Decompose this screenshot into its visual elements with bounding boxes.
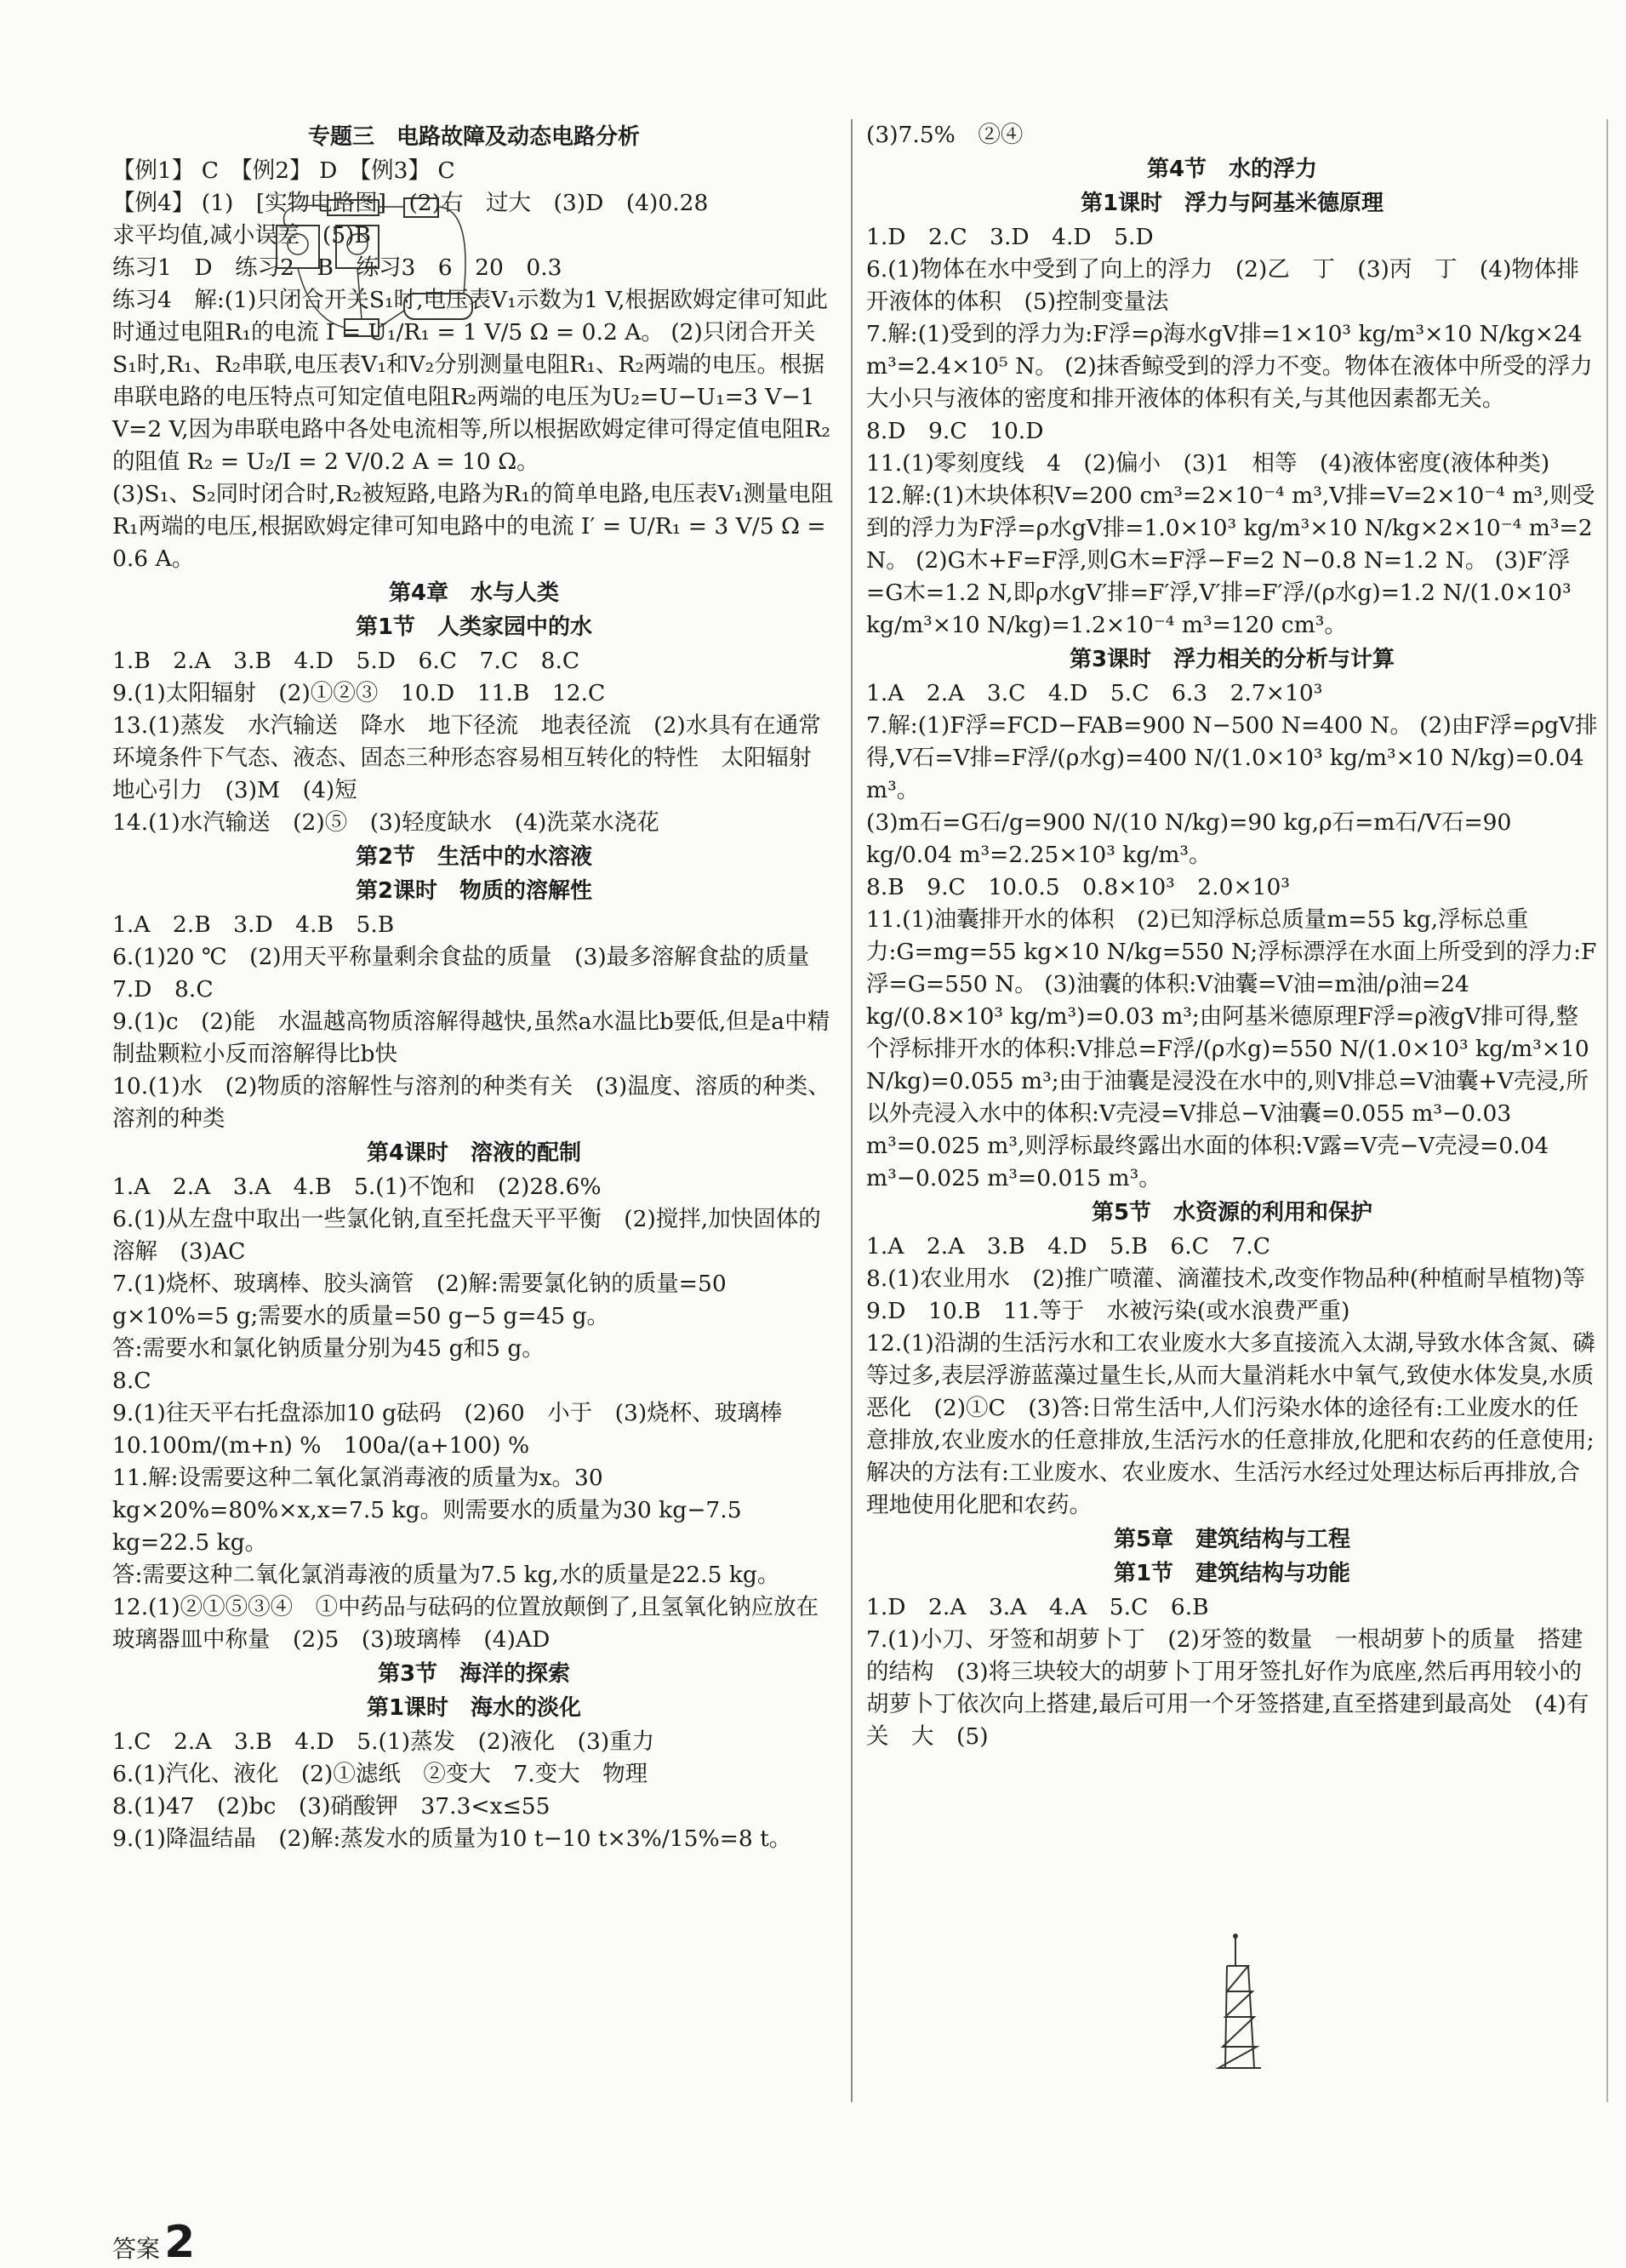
answer-line: 10.(1)水 (2)物质的溶解性与溶剂的种类有关 (3)温度、溶质的种类、溶剂的种类 [112, 1073, 830, 1132]
answer-line: 9.D 10.B 11.等于 水被污染(或水浪费严重) [866, 1298, 1350, 1324]
page-footer [112, 2217, 195, 2268]
answer-line: 9.(1)降温结晶 (2)解:蒸发水的质量为10 t−10 t×3%/15%=8 t。 [112, 1825, 792, 1852]
answer-line: 8.(1)47 (2)bc (3)硝酸钾 37.3<x≤55 [112, 1793, 551, 1820]
answer-line: 7.(1)小刀、牙签和胡萝卜丁 (2)牙签的数量 一根胡萝卜的质量 搭建的结构 (3)将三块较大的胡萝卜丁用牙签扎好作为底座,然后再用较小的胡萝卜丁依次向上搭建,最后可用一个牙签搭建,直至搭建到最高处 (4)有关 大 (5) [866, 1626, 1589, 1750]
section-heading: 第5节 水资源的利用和保护 [1091, 1200, 1373, 1225]
answer-line: 1.D 2.C 3.D 4.D 5.D [866, 224, 1154, 250]
answer-line: 1.A 2.A 3.B 4.D 5.B 6.C 7.C [866, 1233, 1271, 1260]
tower-structure-figure [1201, 1932, 1278, 2077]
answer-line: 6.(1)从左盘中取出一些氯化钠,直至托盘天平平衡 (2)搅拌,加快固体的溶解 (3)AC [112, 1206, 821, 1265]
answer-line: (3)S₁、S₂同时闭合时,R₂被短路,电路为R₁的简单电路,电压表V₁测量电阻R₁两端的电压,根据欧姆定律可知电路中的电流 I′ = U/R₁ = 3 V/5 Ω = 0.6 A。 [112, 481, 834, 572]
answer-line: 12.(1)沿湖的生活污水和工农业废水大多直接流入太湖,导致水体含氮、磷等过多,表层浮游蓝藻过量生长,从而大量消耗水中氧气,致使水体发臭,水质恶化 (2)①C (3)答:日常生活中,人们污染水体的途径有:工业废水的任意排放,农业废水的任意排放,生活污水的任意排放,化肥和农药的任意使用;解决的方法有:工业废水、农业废水、生活污水经过处理达标后再排放,合理地使用化肥和农药。 [866, 1330, 1595, 1518]
section-heading: 第4节 水的浮力 [1146, 157, 1318, 182]
answer-line: (3)m石=G石/g=900 N/(10 N/kg)=90 kg,ρ石=m石/V石=90 kg/0.04 m³=2.25×10³ kg/m³。 [866, 809, 1512, 868]
column-divider [851, 119, 853, 2102]
answer-line: 练习1 D 练习2 B 练习3 6 20 0.3 [112, 254, 562, 281]
footer-label: 答案 [112, 2235, 161, 2263]
answer-line: 11.(1)油囊排开水的体积 (2)已知浮标总质量m=55 kg,浮标总重力:G=mg=55 kg×10 N/kg=550 N;浮标漂浮在水面上所受到的浮力:F浮=G=550 N。 (3)油囊的体积:V油囊=V油=m油/ρ油=24 kg/(0.8×10³ kg/m³)=0.03 m³;由阿基米德原理F浮=ρ液gV排可得,整个浮标排开水的体积:V排总=F浮/(ρ水g)=550 N/(1.0×10³ kg/m³×10 N/kg)=0.055 m³;由于油囊是浸没在水中的,则V排总=V油囊+V壳浸,所以外壳浸入水中的体积:V壳浸=V排总−V油囊=0.055 m³−0.03 m³=0.025 m³,则浮标最终露出水面的体积:V露=V壳−V壳浸=0.04 m³−0.025 m³=0.015 m³。 [866, 906, 1597, 1191]
answer-line: 9.(1)太阳辐射 (2)①②③ 10.D 11.B 12.C [112, 680, 606, 706]
answer-line: 8.(1)农业用水 (2)推广喷灌、滴灌技术,改变作物品种(种植耐旱植物)等 [866, 1265, 1585, 1292]
answer-line: 1.A 2.A 3.C 4.D 5.C 6.3 2.7×10³ [866, 680, 1323, 706]
answer-line: 求平均值,减小误差 (5)B [112, 222, 371, 249]
answer-line: 1.B 2.A 3.B 4.D 5.D 6.C 7.C 8.C [112, 648, 580, 674]
answer-line: 9.(1)往天平右托盘添加10 g砝码 (2)60 小于 (3)烧杯、玻璃棒 [112, 1400, 783, 1426]
section-heading: 第4章 水与人类 [388, 580, 560, 606]
answer-line: 1.D 2.A 3.A 4.A 5.C 6.B [866, 1594, 1209, 1620]
answer-line: 6.(1)20 ℃ (2)用天平称量剩余食盐的质量 (3)最多溶解食盐的质量 [112, 944, 810, 970]
answer-line: 11.(1)零刻度线 4 (2)偏小 (3)1 相等 (4)液体密度(液体种类) [866, 450, 1550, 477]
section-heading: 第1课时 海水的淡化 [366, 1695, 582, 1721]
answer-line: 10.100m/(m+n) % 100a/(a+100) % [112, 1432, 530, 1459]
answer-line: 1.C 2.A 3.B 4.D 5.(1)蒸发 (2)液化 (3)重力 [112, 1728, 655, 1755]
answer-line: 【例1】 C 【例2】 D 【例3】 C [112, 157, 455, 184]
answer-line: 8.D 9.C 10.D [866, 418, 1044, 444]
section-heading: 第4课时 溶液的配制 [366, 1140, 582, 1166]
section-heading: 专题三 电路故障及动态电路分析 [307, 124, 640, 150]
section-heading: 第1节 人类家园中的水 [355, 614, 593, 640]
answer-line: 12.(1)②①⑤③④ ①中药品与砝码的位置放颠倒了,且氢氧化钠应放在玻璃器皿中称量 (2)5 (3)玻璃棒 (4)AD [112, 1594, 819, 1653]
answer-line: 7.(1)烧杯、玻璃棒、胶头滴管 (2)解:需要氯化钠的质量=50 g×10%=5 g;需要水的质量=50 g−5 g=45 g。 [112, 1271, 727, 1329]
section-heading: 第5章 建筑结构与工程 [1113, 1527, 1351, 1552]
answer-line: 8.B 9.C 10.0.5 0.8×10³ 2.0×10³ [866, 874, 1290, 900]
answer-line: 6.(1)物体在水中受到了向上的浮力 (2)乙 丁 (3)丙 丁 (4)物体排开液体的体积 (5)控制变量法 [866, 256, 1579, 315]
answer-line: 7.解:(1)F浮=FCD−FAB=900 N−500 N=400 N。 (2)由F浮=ρgV排得,V石=V排=F浮/(ρ水g)=400 N/(1.0×10³ kg/m³×10 N/kg)=0.04 m³。 [866, 712, 1598, 803]
circuit-diagram-figure [260, 191, 481, 353]
answer-line: 1.A 2.B 3.D 4.B 5.B [112, 911, 395, 938]
section-heading: 第1课时 浮力与阿基米德原理 [1080, 191, 1384, 216]
section-heading: 第1节 建筑结构与功能 [1113, 1561, 1351, 1586]
answer-line: (3)7.5% ②④ [866, 122, 1024, 148]
answer-line: 1.A 2.A 3.A 4.B 5.(1)不饱和 (2)28.6% [112, 1174, 602, 1200]
answer-line: 8.C [112, 1368, 151, 1394]
section-heading: 第3节 海洋的探索 [377, 1661, 571, 1687]
answer-line: 【例4】 (1) [实物电路图] (2)右 过大 (3)D (4)0.28 [112, 190, 709, 216]
answer-line: 答:需要这种二氧化氯消毒液的质量为7.5 kg,水的质量是22.5 kg。 [112, 1562, 780, 1588]
section-heading: 第3课时 浮力相关的分析与计算 [1069, 647, 1395, 672]
answer-line: 7.解:(1)受到的浮力为:F浮=ρ海水gV排=1×10³ kg/m³×10 N/kg×24 m³=2.4×10⁵ N。 (2)抹香鲸受到的浮力不变。物体在液体中所受的浮力大小只与液体的密度和排开液体的体积有关,与其他因素都无关。 [866, 321, 1593, 412]
answer-line: 9.(1)c (2)能 水温越高物质溶解得越快,虽然a水温比b要低,但是a中精制盐颗粒小反而溶解得比b快 [112, 1008, 830, 1067]
answer-line: 6.(1)汽化、液化 (2)①滤纸 ②变大 7.变大 物理 [112, 1761, 648, 1787]
section-heading: 第2课时 物质的溶解性 [355, 878, 593, 904]
answer-line: 7.D 8.C [112, 976, 214, 1003]
right-margin-rule [1606, 119, 1608, 2102]
left-column [112, 119, 836, 1855]
page-number: 2 [164, 2217, 196, 2268]
answer-line: 11.解:设需要这种二氧化氯消毒液的质量为x。30 kg×20%=80%×x,x=7.5 kg。则需要水的质量为30 kg−7.5 kg=22.5 kg。 [112, 1465, 742, 1556]
section-heading: 第2节 生活中的水溶液 [355, 844, 593, 870]
answer-line: 12.解:(1)木块体积V=200 cm³=2×10⁻⁴ m³,V排=V=2×10⁻⁴ m³,则受到的浮力为F浮=ρ水gV排=1.0×10³ kg/m³×10 N/kg×2×10⁻⁴ m³=2 N。 (2)G木+F=F浮,则G木=F浮−F=2 N−0.8 N=1.2 N。 (3)F′浮=G木=1.2 N,即ρ水gV′排=F′浮,V′排=F′浮/(ρ水g)=1.2 N/(1.0×10³ kg/m³×10 N/kg)=1.2×10⁻⁴ m³=120 cm³。 [866, 483, 1595, 638]
answer-line: 13.(1)蒸发 水汽输送 降水 地下径流 地表径流 (2)水具有在通常环境条件下气态、液态、固态三种形态容易相互转化的特性 太阳辐射 地心引力 (3)M (4)短 [112, 712, 834, 803]
right-column [866, 119, 1598, 1753]
answer-line: 14.(1)水汽输送 (2)⑤ (3)轻度缺水 (4)洗菜水浇花 [112, 809, 659, 836]
answer-line: 答:需要水和氯化钠质量分别为45 g和5 g。 [112, 1335, 545, 1362]
answer-line: 练习4 解:(1)只闭合开关S₁时,电压表V₁示数为1 V,根据欧姆定律可知此时通过电阻R₁的电流 I = U₁/R₁ = 1 V/5 Ω = 0.2 A。 (2)只闭合开关S₁时,R₁、R₂串联,电压表V₁和V₂分别测量电阻R₁、R₂两端的电压。根据串联电路的电压特点可知定值电阻R₂两端的电压为U₂=U−U₁=3 V−1 V=2 V,因为串联电路中各处电流相等,所以根据欧姆定律可得定值电阻R₂的阻值 R₂ = U₂/I = 2 V/0.2 A = 10 Ω。 [112, 287, 831, 475]
